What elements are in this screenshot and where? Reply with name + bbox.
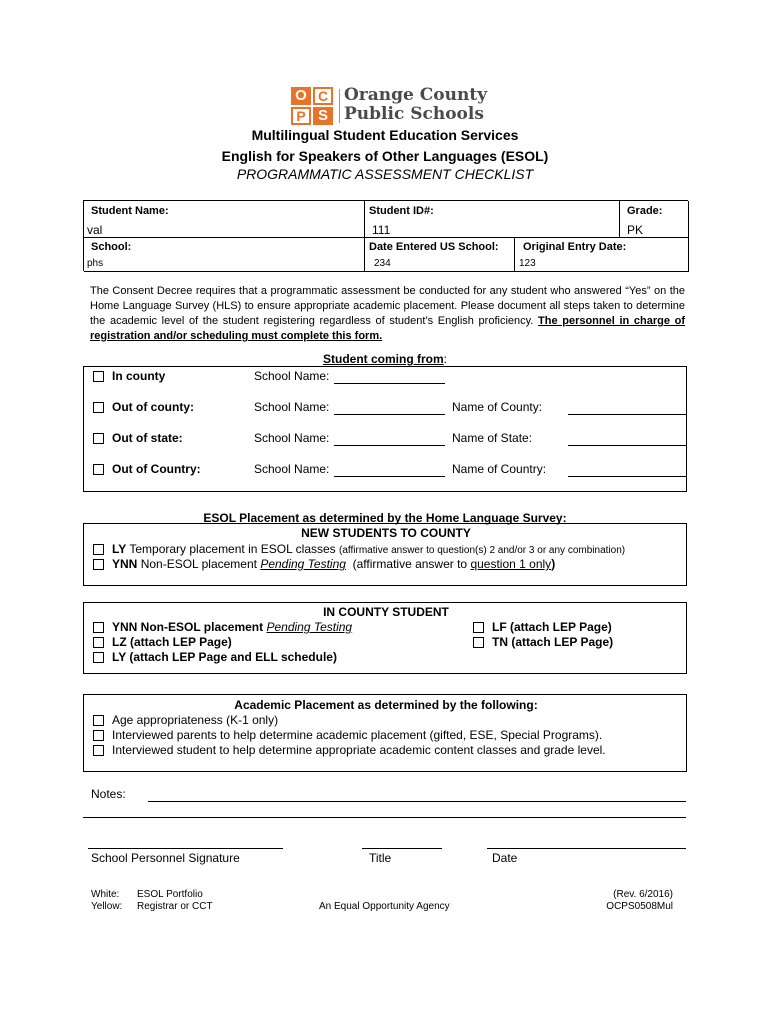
tn-checkbox[interactable] bbox=[473, 637, 484, 648]
out-of-state-label: Out of state: bbox=[112, 431, 183, 445]
in-county-checkbox[interactable] bbox=[93, 371, 104, 382]
date-entered-cell[interactable] bbox=[365, 238, 515, 272]
country-name-input[interactable] bbox=[568, 476, 686, 477]
out-of-state-school-input[interactable] bbox=[334, 445, 445, 446]
consent-text: The Consent Decree requires that a programmatic assessment be conducted for any student who answered “Yes” on the Home Language Survey (HLS) to ensure appropriate academic placement. Please document all steps taken to determine the academic level of the student registering regardless of student’s English proficiency. bbox=[90, 285, 685, 327]
lz-checkbox[interactable] bbox=[93, 637, 104, 648]
ly-checkbox[interactable] bbox=[93, 544, 104, 555]
title-line-3: PROGRAMMATIC ASSESSMENT CHECKLIST bbox=[236, 166, 534, 182]
out-of-county-school-label: School Name: bbox=[254, 400, 330, 414]
footer-white-label: White: bbox=[91, 889, 120, 900]
student-id-value: 111 bbox=[372, 223, 391, 237]
academic-item-3: Interviewed student to help determine appropriate academic content classes and grade level. bbox=[112, 743, 606, 757]
logo-line1: Orange County bbox=[344, 85, 488, 105]
in-county-ynn-option bbox=[112, 620, 352, 634]
notes-label: Notes: bbox=[91, 787, 126, 801]
student-name-value: val bbox=[87, 223, 103, 237]
grade-cell[interactable] bbox=[620, 201, 689, 238]
ly-code: LY bbox=[112, 542, 127, 556]
date-label: Date bbox=[492, 851, 518, 865]
title-input[interactable] bbox=[362, 848, 442, 849]
in-county-box bbox=[83, 602, 687, 674]
academic-item-3-checkbox[interactable] bbox=[93, 745, 104, 756]
grade-value: PK bbox=[627, 223, 644, 237]
esol-new-box bbox=[83, 523, 687, 586]
ly-option bbox=[112, 542, 625, 556]
title-label: Title bbox=[369, 851, 392, 865]
notes-input-line-1[interactable] bbox=[148, 801, 686, 802]
school-label: School: bbox=[91, 241, 132, 253]
notes-input-line-2[interactable] bbox=[83, 817, 686, 818]
school-cell[interactable] bbox=[84, 238, 365, 272]
in-county-ynn-pending: Pending Testing bbox=[266, 620, 353, 634]
out-of-state-school-label: School Name: bbox=[254, 431, 330, 445]
date-entered-label: Date Entered US School: bbox=[369, 241, 499, 253]
county-name-label: Name of County: bbox=[452, 400, 543, 414]
state-name-input[interactable] bbox=[568, 445, 686, 446]
lf-checkbox[interactable] bbox=[473, 622, 484, 633]
academic-item-1: Age appropriateness (K-1 only) bbox=[112, 713, 279, 727]
ynn-text: Non-ESOL placement bbox=[140, 557, 257, 571]
ynn-checkbox[interactable] bbox=[93, 559, 104, 570]
in-county-ynn-text: YNN Non-ESOL placement bbox=[112, 620, 264, 634]
signature-label: School Personnel Signature bbox=[91, 851, 240, 865]
ynn-code: YNN bbox=[112, 557, 138, 571]
coming-from-title-colon: : bbox=[443, 352, 447, 366]
student-id-cell[interactable] bbox=[365, 201, 620, 238]
academic-box bbox=[83, 694, 687, 772]
footer-white-value: ESOL Portfolio bbox=[137, 889, 203, 900]
signature-input[interactable] bbox=[88, 848, 283, 849]
out-of-county-school-input[interactable] bbox=[334, 414, 445, 415]
entry-date-cell[interactable] bbox=[515, 238, 689, 272]
new-students-subtitle: NEW STUDENTS TO COUNTY bbox=[301, 526, 471, 540]
footer-yellow-value: Registrar or CCT bbox=[137, 901, 213, 912]
logo-letter-p: P bbox=[291, 107, 311, 125]
title-line-2: English for Speakers of Other Languages (ESOL) bbox=[221, 148, 549, 164]
in-county-ly-label: LY (attach LEP Page and ELL schedule) bbox=[112, 650, 337, 664]
student-name-cell[interactable] bbox=[84, 201, 365, 238]
consent-bold-text: The personnel in charge of registration and/or scheduling must complete this form. bbox=[90, 315, 685, 342]
out-of-country-school-input[interactable] bbox=[334, 476, 445, 477]
out-of-county-checkbox[interactable] bbox=[93, 402, 104, 413]
in-county-school-label: School Name: bbox=[254, 369, 330, 383]
ynn-option bbox=[112, 557, 555, 571]
footer-yellow-label: Yellow: bbox=[91, 901, 123, 912]
logo-line2: Public Schools bbox=[344, 104, 484, 124]
student-id-label: Student ID#: bbox=[369, 205, 434, 217]
title-line-1: Multilingual Student Education Services bbox=[251, 127, 519, 143]
footer-rev: (Rev. 6/2016) bbox=[613, 889, 673, 900]
ly-note: (affirmative answer to question(s) 2 and/or 3 or any combination) bbox=[339, 545, 626, 556]
consent-paragraph bbox=[90, 284, 685, 344]
grade-label: Grade: bbox=[627, 205, 663, 217]
logo-letter-s: S bbox=[313, 107, 333, 125]
coming-from-box bbox=[83, 366, 687, 492]
lz-label: LZ (attach LEP Page) bbox=[112, 635, 232, 649]
date-input[interactable] bbox=[487, 848, 686, 849]
county-name-input[interactable] bbox=[568, 414, 686, 415]
entry-date-label: Original Entry Date: bbox=[523, 241, 627, 253]
academic-item-2-checkbox[interactable] bbox=[93, 730, 104, 741]
logo bbox=[291, 87, 491, 127]
out-of-country-checkbox[interactable] bbox=[93, 464, 104, 475]
out-of-country-label: Out of Country: bbox=[112, 462, 201, 476]
out-of-county-label: Out of county: bbox=[112, 400, 194, 414]
date-entered-value: 234 bbox=[374, 258, 391, 269]
in-county-school-input[interactable] bbox=[334, 383, 445, 384]
ynn-pending: Pending Testing bbox=[260, 557, 346, 571]
school-value: phs bbox=[87, 258, 104, 269]
academic-item-1-checkbox[interactable] bbox=[93, 715, 104, 726]
footer-form-id: OCPS0508Mul bbox=[606, 901, 673, 912]
in-county-ly-checkbox[interactable] bbox=[93, 652, 104, 663]
student-info-table bbox=[83, 200, 688, 271]
academic-item-2: Interviewed parents to help determine academic placement (gifted, ESE, Special Programs). bbox=[112, 728, 603, 742]
ynn-note-2: question 1 only bbox=[470, 557, 552, 571]
ynn-note-3: ) bbox=[551, 557, 556, 571]
in-county-ynn-checkbox[interactable] bbox=[93, 622, 104, 633]
student-name-label: Student Name: bbox=[91, 205, 169, 217]
lf-label: LF (attach LEP Page) bbox=[492, 620, 612, 634]
coming-from-title bbox=[0, 352, 770, 366]
coming-from-title-text: Student coming from bbox=[322, 352, 444, 366]
footer-agency: An Equal Opportunity Agency bbox=[319, 901, 450, 912]
tn-label: TN (attach LEP Page) bbox=[492, 635, 614, 649]
logo-letter-c: C bbox=[313, 87, 333, 105]
state-name-label: Name of State: bbox=[452, 431, 533, 445]
logo-divider bbox=[339, 89, 340, 123]
out-of-country-school-label: School Name: bbox=[254, 462, 330, 476]
in-county-title: IN COUNTY STUDENT bbox=[323, 605, 449, 619]
academic-title: Academic Placement as determined by the following: bbox=[234, 698, 538, 712]
esol-placement-title: ESOL Placement as determined by the Home Language Survey: bbox=[203, 511, 567, 525]
ly-text: Temporary placement in ESOL classes bbox=[129, 542, 336, 556]
entry-date-value: 123 bbox=[519, 258, 536, 269]
out-of-state-checkbox[interactable] bbox=[93, 433, 104, 444]
ynn-note-1: (affirmative answer to bbox=[352, 557, 468, 571]
in-county-label: In county bbox=[112, 369, 166, 383]
logo-letter-o: O bbox=[291, 87, 311, 105]
country-name-label: Name of Country: bbox=[452, 462, 547, 476]
logo-mark bbox=[291, 87, 335, 125]
